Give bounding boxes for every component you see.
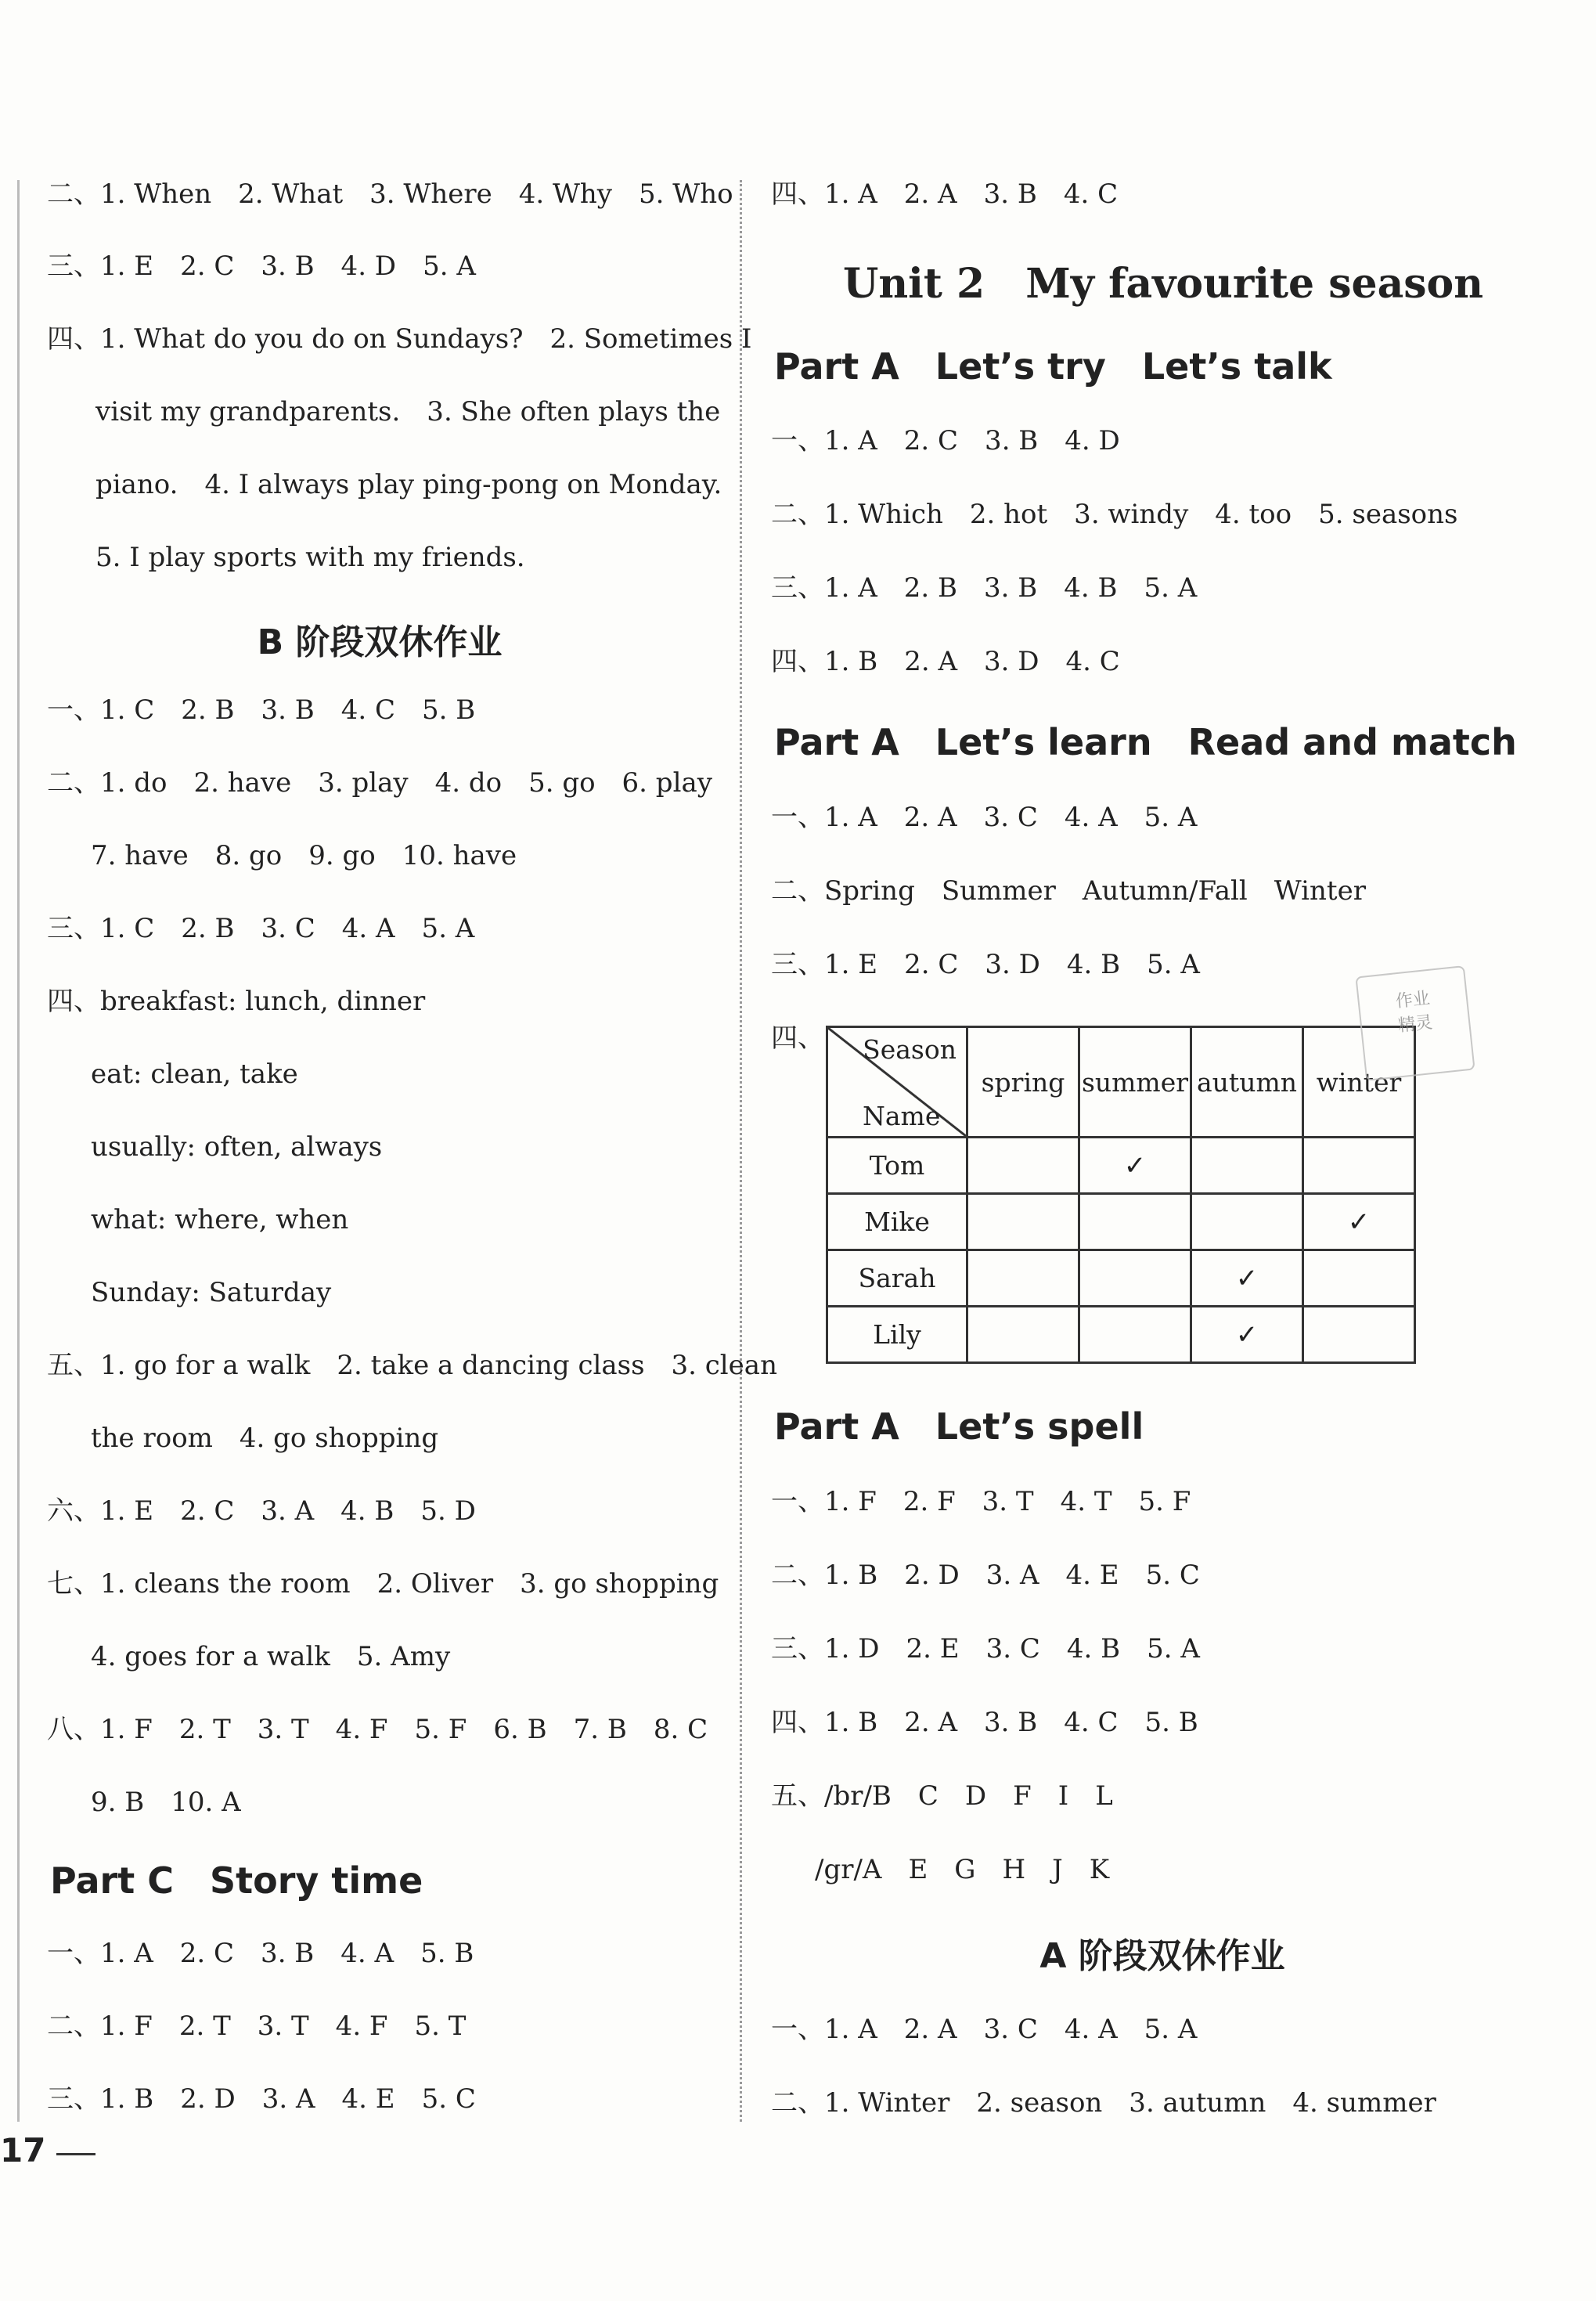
answer-line: 二、1. Which 2. hot 3. windy 4. too 5. seasons xyxy=(771,499,1458,530)
answer-line: 四、1. A 2. A 3. B 4. C xyxy=(771,179,1119,210)
check-cell xyxy=(1079,1250,1191,1307)
answer-line: 二、1. When 2. What 3. Where 4. Why 5. Who xyxy=(47,179,733,210)
answer-line: 七、1. cleans the room 2. Oliver 3. go shopping xyxy=(47,1568,719,1600)
answer-line: 八、1. F 2. T 3. T 4. F 5. F 6. B 7. B 8. C xyxy=(47,1714,708,1745)
section-heading: A 阶段双休作业 xyxy=(1039,1936,1285,1976)
diagonal-header-cell xyxy=(827,1027,967,1138)
check-cell xyxy=(1191,1138,1303,1194)
header-season: Season xyxy=(863,1034,957,1065)
watermark-stamp xyxy=(1355,965,1475,1081)
check-cell xyxy=(1079,1307,1191,1363)
row-name: Sarah xyxy=(827,1250,967,1307)
column-header: autumn xyxy=(1191,1027,1303,1138)
answer-line: 四、1. B 2. A 3. B 4. C 5. B xyxy=(771,1707,1198,1738)
answer-line: 二、1. do 2. have 3. play 4. do 5. go 6. play xyxy=(47,767,712,799)
check-cell: ✓ xyxy=(1079,1138,1191,1194)
unit-title: Unit 2 My favourite season xyxy=(843,260,1484,308)
answer-line: 一、1. A 2. A 3. C 4. A 5. A xyxy=(771,2014,1198,2045)
answer-line: 三、1. A 2. B 3. B 4. B 5. A xyxy=(771,572,1198,604)
check-cell xyxy=(1303,1138,1415,1194)
answer-line: 四、1. B 2. A 3. D 4. C xyxy=(771,646,1120,677)
check-cell xyxy=(1191,1194,1303,1250)
table-row xyxy=(827,1307,1415,1363)
check-cell xyxy=(967,1307,1079,1363)
answer-line: 二、1. F 2. T 3. T 4. F 5. T xyxy=(47,2011,467,2042)
check-cell: ✓ xyxy=(1191,1307,1303,1363)
row-name: Mike xyxy=(827,1194,967,1250)
answer-line: visit my grandparents. 3. She often plays the xyxy=(95,396,721,427)
answer-line: 一、1. F 2. F 3. T 4. T 5. F xyxy=(771,1486,1191,1517)
row-name: Lily xyxy=(827,1307,967,1363)
left-margin-rule xyxy=(17,180,20,2122)
table-row xyxy=(827,1194,1415,1250)
answer-line: 五、1. go for a walk 2. take a dancing class 3. clean xyxy=(47,1350,777,1381)
table-header-row xyxy=(827,1027,1415,1138)
stamp-line: 作业 xyxy=(1394,988,1432,1012)
answer-line: 5. I play sports with my friends. xyxy=(95,542,525,573)
column-header: summer xyxy=(1079,1027,1191,1138)
section-heading: Part C Story time xyxy=(50,1859,423,1902)
answer-line: 二、1. B 2. D 3. A 4. E 5. C xyxy=(771,1560,1200,1591)
answer-line: 三、1. E 2. C 3. B 4. D 5. A xyxy=(47,251,476,282)
answer-line: 三、1. E 2. C 3. D 4. B 5. A xyxy=(771,949,1200,980)
answer-line: 四、 xyxy=(771,1022,824,1054)
answer-line: piano. 4. I always play ping-pong on Monday. xyxy=(95,469,722,500)
answer-line: 六、1. E 2. C 3. A 4. B 5. D xyxy=(47,1495,476,1527)
section-heading: B 阶段双休作业 xyxy=(257,622,503,662)
table-row xyxy=(827,1250,1415,1307)
answer-line: 五、/br/B C D F I L xyxy=(771,1780,1113,1812)
answer-line: /gr/A E G H J K xyxy=(815,1854,1110,1885)
row-name: Tom xyxy=(827,1138,967,1194)
answer-line: 9. B 10. A xyxy=(91,1787,241,1818)
page-number-dash xyxy=(56,2153,95,2155)
check-cell xyxy=(967,1194,1079,1250)
check-cell xyxy=(967,1138,1079,1194)
season-table xyxy=(826,1026,1416,1364)
answer-line: 一、1. A 2. C 3. B 4. A 5. B xyxy=(47,1938,474,1969)
check-cell xyxy=(1079,1194,1191,1250)
answer-line: the room 4. go shopping xyxy=(91,1423,439,1454)
answer-line: 一、1. A 2. C 3. B 4. D xyxy=(771,425,1120,456)
answer-line: 一、1. C 2. B 3. B 4. C 5. B xyxy=(47,694,476,726)
answer-line: usually: often, always xyxy=(91,1131,383,1163)
column-header: winter xyxy=(1303,1027,1415,1138)
section-heading: Part A Let’s learn Read and match xyxy=(774,721,1517,763)
answer-line: 7. have 8. go 9. go 10. have xyxy=(91,840,517,871)
answer-line: 二、1. Winter 2. season 3. autumn 4. summer xyxy=(771,2087,1436,2119)
check-cell xyxy=(1303,1307,1415,1363)
answer-line: 三、1. D 2. E 3. C 4. B 5. A xyxy=(771,1633,1200,1664)
answer-line: what: where, when xyxy=(91,1204,349,1235)
answer-line: 三、1. B 2. D 3. A 4. E 5. C xyxy=(47,2083,476,2115)
check-cell xyxy=(967,1250,1079,1307)
stamp-line: 精灵 xyxy=(1396,1012,1434,1037)
answer-line: 二、Spring Summer Autumn/Fall Winter xyxy=(771,875,1366,907)
page-number: 17 xyxy=(0,2131,46,2169)
check-cell: ✓ xyxy=(1303,1194,1415,1250)
answer-line: 4. goes for a walk 5. Amy xyxy=(91,1641,451,1672)
answer-line: eat: clean, take xyxy=(91,1059,298,1090)
check-cell: ✓ xyxy=(1191,1250,1303,1307)
column-header: spring xyxy=(967,1027,1079,1138)
header-name: Name xyxy=(863,1101,941,1131)
column-divider xyxy=(740,180,742,2122)
check-cell xyxy=(1303,1250,1415,1307)
answer-line: 一、1. A 2. A 3. C 4. A 5. A xyxy=(771,802,1198,833)
table-row xyxy=(827,1138,1415,1194)
answer-line: 四、1. What do you do on Sundays? 2. Sometimes I xyxy=(47,323,752,355)
answer-line: 三、1. C 2. B 3. C 4. A 5. A xyxy=(47,913,475,944)
answer-line: 四、breakfast: lunch, dinner xyxy=(47,986,426,1017)
section-heading: Part A Let’s spell xyxy=(774,1405,1144,1448)
section-heading: Part A Let’s try Let’s talk xyxy=(774,345,1332,388)
answer-line: Sunday: Saturday xyxy=(91,1277,332,1308)
